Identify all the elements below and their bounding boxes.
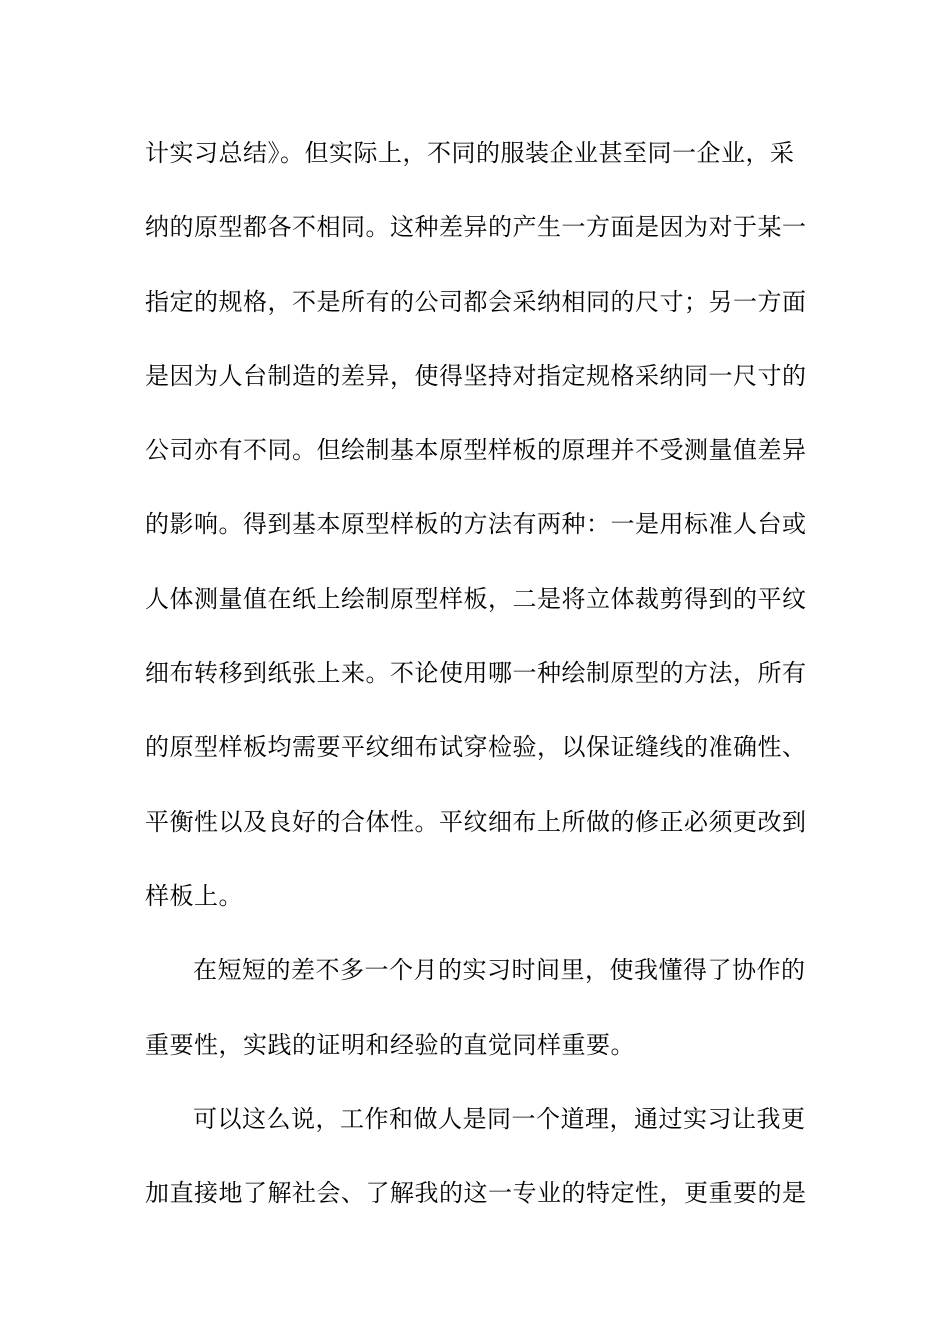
text-line: 的影响。得到基本原型样板的方法有两种：一是用标准人台或 — [145, 510, 807, 539]
text-line: 细布转移到纸张上来。不论使用哪一种绘制原型的方法，所有 — [145, 659, 807, 688]
text-line: 的原型样板均需要平纹细布试穿检验，以保证缝线的准确性、 — [145, 733, 807, 762]
text-line: 计实习总结》。但实际上，不同的服装企业甚至同一企业，采 — [145, 139, 795, 167]
text-line: 平衡性以及良好的合体性。平纹细布上所做的修正必须更改到 — [145, 807, 807, 836]
text-line: 样板上。 — [145, 881, 243, 910]
text-line: 人体测量值在纸上绘制原型样板，二是将立体裁剪得到的平纹 — [145, 584, 807, 613]
text-line: 在短短的差不多一个月的实习时间里，使我懂得了协作的 — [193, 956, 806, 985]
text-line: 可以这么说，工作和做人是同一个道理，通过实习让我更 — [193, 1104, 806, 1133]
body-text — [145, 129, 807, 1243]
text-line: 纳的原型都各不相同。这种差异的产生一方面是因为对于某一 — [145, 213, 807, 242]
text-line: 是因为人台制造的差异，使得坚持对指定规格采纳同一尺寸的 — [145, 361, 807, 390]
text-line: 加直接地了解社会、了解我的这一专业的特定性，更重要的是 — [145, 1179, 807, 1208]
text-line: 重要性，实践的证明和经验的直觉同样重要。 — [145, 1030, 635, 1059]
text-line: 公司亦有不同。但绘制基本原型样板的原理并不受测量值差异 — [145, 436, 807, 465]
text-line: 指定的规格，不是所有的公司都会采纳相同的尺寸；另一方面 — [145, 287, 807, 316]
